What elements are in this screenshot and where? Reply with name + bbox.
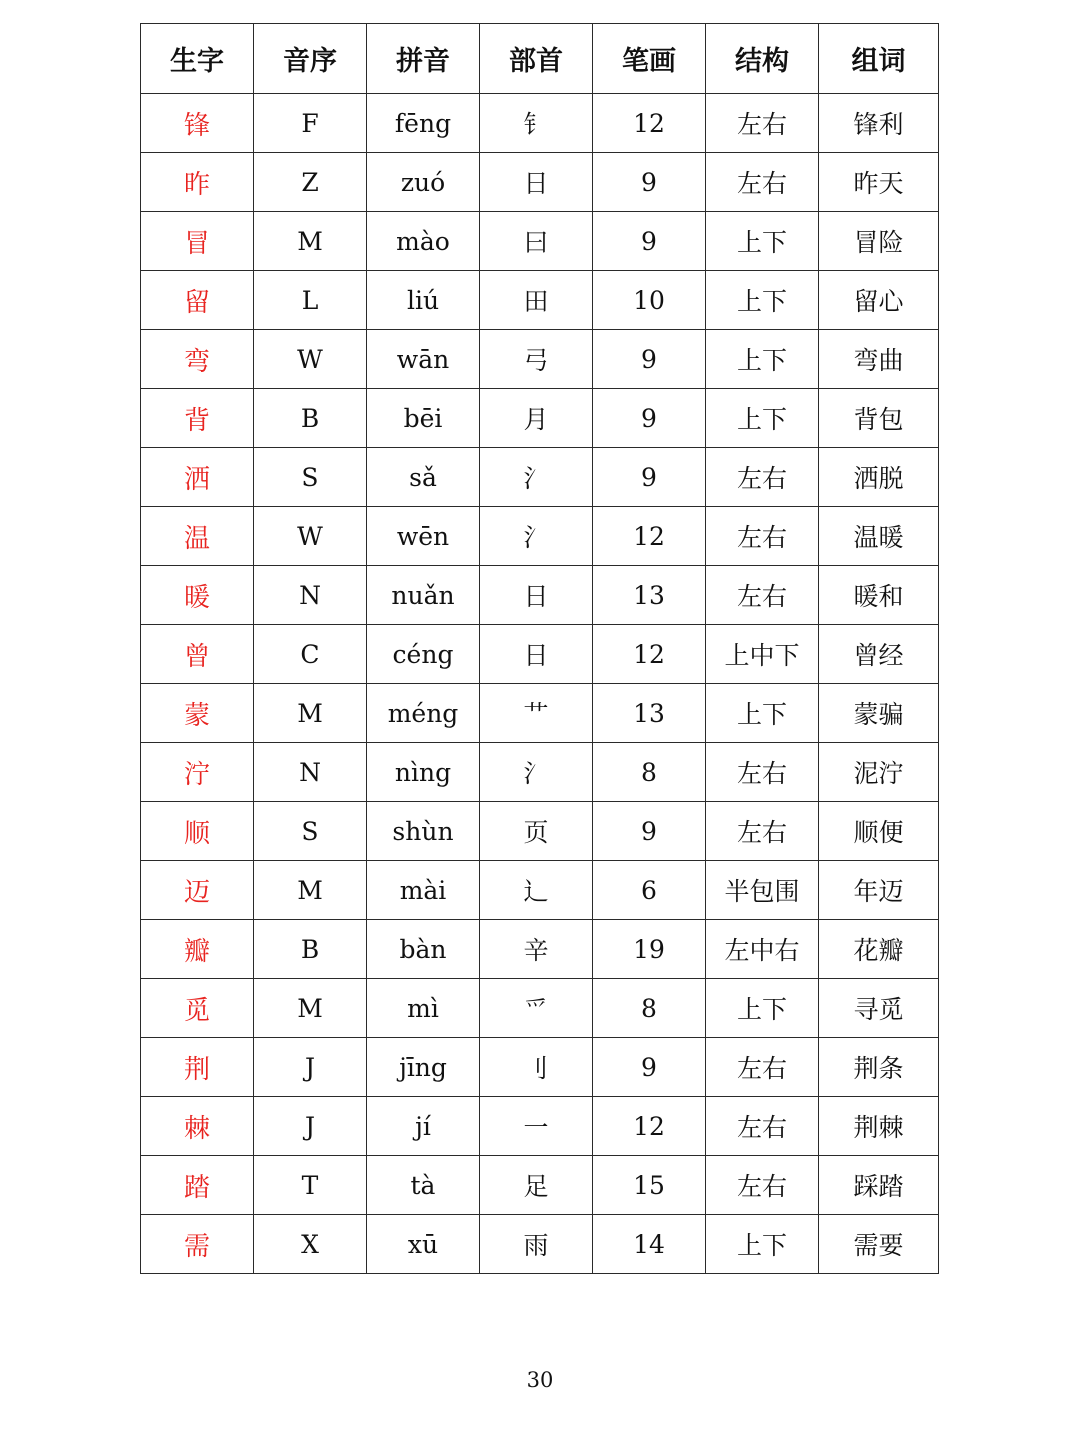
- cell-radical: 月: [480, 389, 593, 448]
- cell-radical: 日: [480, 566, 593, 625]
- cell-radical: 足: [480, 1156, 593, 1215]
- cell-pinyin: mài: [367, 861, 480, 920]
- cell-word: 弯曲: [819, 330, 939, 389]
- cell-structure: 左右: [706, 94, 819, 153]
- cell-pinyin: wān: [367, 330, 480, 389]
- cell-pinyin: mì: [367, 979, 480, 1038]
- cell-word: 洒脱: [819, 448, 939, 507]
- cell-initial: N: [254, 743, 367, 802]
- cell-word: 留心: [819, 271, 939, 330]
- cell-pinyin: tà: [367, 1156, 480, 1215]
- cell-pinyin: zuó: [367, 153, 480, 212]
- cell-strokes: 14: [593, 1215, 706, 1274]
- cell-word: 年迈: [819, 861, 939, 920]
- cell-structure: 上下: [706, 979, 819, 1038]
- cell-word: 荆条: [819, 1038, 939, 1097]
- cell-word: 泥泞: [819, 743, 939, 802]
- cell-char: 泞: [141, 743, 254, 802]
- cell-pinyin: nuǎn: [367, 566, 480, 625]
- cell-char: 洒: [141, 448, 254, 507]
- cell-char: 曾: [141, 625, 254, 684]
- cell-pinyin: liú: [367, 271, 480, 330]
- header-pinyin: 拼音: [367, 24, 480, 94]
- cell-strokes: 8: [593, 979, 706, 1038]
- cell-pinyin: sǎ: [367, 448, 480, 507]
- cell-pinyin: fēng: [367, 94, 480, 153]
- cell-initial: M: [254, 684, 367, 743]
- cell-char: 蒙: [141, 684, 254, 743]
- cell-char: 弯: [141, 330, 254, 389]
- cell-radical: 氵: [480, 507, 593, 566]
- cell-pinyin: bēi: [367, 389, 480, 448]
- cell-strokes: 13: [593, 566, 706, 625]
- cell-pinyin: shùn: [367, 802, 480, 861]
- cell-strokes: 9: [593, 389, 706, 448]
- cell-strokes: 8: [593, 743, 706, 802]
- cell-char: 温: [141, 507, 254, 566]
- cell-radical: 曰: [480, 212, 593, 271]
- cell-pinyin: wēn: [367, 507, 480, 566]
- table-row: [141, 271, 939, 330]
- cell-radical: 爫: [480, 979, 593, 1038]
- cell-structure: 上下: [706, 684, 819, 743]
- cell-initial: S: [254, 448, 367, 507]
- cell-structure: 左右: [706, 1156, 819, 1215]
- cell-strokes: 12: [593, 507, 706, 566]
- cell-word: 冒险: [819, 212, 939, 271]
- table-row: [141, 153, 939, 212]
- cell-word: 曾经: [819, 625, 939, 684]
- cell-char: 昨: [141, 153, 254, 212]
- cell-initial: Z: [254, 153, 367, 212]
- cell-structure: 上下: [706, 212, 819, 271]
- cell-initial: F: [254, 94, 367, 153]
- cell-strokes: 12: [593, 94, 706, 153]
- cell-strokes: 10: [593, 271, 706, 330]
- cell-initial: M: [254, 861, 367, 920]
- table-row: [141, 684, 939, 743]
- cell-word: 温暖: [819, 507, 939, 566]
- table-row: [141, 743, 939, 802]
- cell-initial: S: [254, 802, 367, 861]
- cell-pinyin: jí: [367, 1097, 480, 1156]
- table-row: [141, 861, 939, 920]
- cell-structure: 上下: [706, 389, 819, 448]
- cell-radical: 日: [480, 625, 593, 684]
- cell-initial: M: [254, 979, 367, 1038]
- cell-char: 瓣: [141, 920, 254, 979]
- table-row: [141, 979, 939, 1038]
- cell-pinyin: céng: [367, 625, 480, 684]
- table-row: [141, 448, 939, 507]
- cell-initial: X: [254, 1215, 367, 1274]
- cell-radical: 一: [480, 1097, 593, 1156]
- cell-structure: 上下: [706, 1215, 819, 1274]
- cell-strokes: 15: [593, 1156, 706, 1215]
- cell-word: 背包: [819, 389, 939, 448]
- cell-pinyin: bàn: [367, 920, 480, 979]
- cell-strokes: 9: [593, 212, 706, 271]
- cell-initial: T: [254, 1156, 367, 1215]
- cell-structure: 左右: [706, 507, 819, 566]
- table-row: [141, 1156, 939, 1215]
- cell-structure: 左右: [706, 1038, 819, 1097]
- cell-word: 暖和: [819, 566, 939, 625]
- cell-char: 冒: [141, 212, 254, 271]
- header-char: 生字: [141, 24, 254, 94]
- table-row: [141, 330, 939, 389]
- table-row: [141, 389, 939, 448]
- header-row: [141, 24, 939, 94]
- cell-strokes: 9: [593, 1038, 706, 1097]
- cell-char: 留: [141, 271, 254, 330]
- cell-pinyin: xū: [367, 1215, 480, 1274]
- cell-initial: W: [254, 330, 367, 389]
- cell-char: 棘: [141, 1097, 254, 1156]
- cell-char: 背: [141, 389, 254, 448]
- cell-strokes: 13: [593, 684, 706, 743]
- cell-initial: C: [254, 625, 367, 684]
- cell-word: 顺便: [819, 802, 939, 861]
- cell-strokes: 9: [593, 802, 706, 861]
- cell-initial: W: [254, 507, 367, 566]
- cell-char: 踏: [141, 1156, 254, 1215]
- table-header: [141, 24, 939, 94]
- cell-word: 荆棘: [819, 1097, 939, 1156]
- header-strokes: 笔画: [593, 24, 706, 94]
- table-row: [141, 802, 939, 861]
- table-row: [141, 212, 939, 271]
- character-table: [140, 23, 939, 1274]
- table-row: [141, 920, 939, 979]
- cell-radical: 雨: [480, 1215, 593, 1274]
- cell-radical: 田: [480, 271, 593, 330]
- cell-strokes: 9: [593, 448, 706, 507]
- table-row: [141, 507, 939, 566]
- cell-radical: 弓: [480, 330, 593, 389]
- table-row: [141, 1097, 939, 1156]
- cell-radical: 氵: [480, 448, 593, 507]
- cell-word: 蒙骗: [819, 684, 939, 743]
- cell-char: 顺: [141, 802, 254, 861]
- cell-word: 昨天: [819, 153, 939, 212]
- cell-initial: B: [254, 920, 367, 979]
- cell-char: 觅: [141, 979, 254, 1038]
- cell-structure: 左右: [706, 448, 819, 507]
- header-radical: 部首: [480, 24, 593, 94]
- cell-char: 需: [141, 1215, 254, 1274]
- cell-structure: 左右: [706, 153, 819, 212]
- cell-initial: J: [254, 1097, 367, 1156]
- table-row: [141, 566, 939, 625]
- cell-structure: 上中下: [706, 625, 819, 684]
- cell-structure: 左中右: [706, 920, 819, 979]
- cell-initial: B: [254, 389, 367, 448]
- page-number: 30: [526, 1368, 554, 1392]
- cell-initial: M: [254, 212, 367, 271]
- cell-radical: 页: [480, 802, 593, 861]
- cell-pinyin: nìng: [367, 743, 480, 802]
- cell-strokes: 6: [593, 861, 706, 920]
- table-row: [141, 625, 939, 684]
- cell-radical: 辶: [480, 861, 593, 920]
- table-row: [141, 1038, 939, 1097]
- cell-structure: 左右: [706, 743, 819, 802]
- cell-initial: L: [254, 271, 367, 330]
- cell-structure: 上下: [706, 330, 819, 389]
- table-row: [141, 94, 939, 153]
- cell-radical: 辛: [480, 920, 593, 979]
- cell-char: 荆: [141, 1038, 254, 1097]
- cell-strokes: 12: [593, 1097, 706, 1156]
- table-body: [141, 94, 939, 1274]
- cell-word: 寻觅: [819, 979, 939, 1038]
- cell-char: 锋: [141, 94, 254, 153]
- cell-radical: 钅: [480, 94, 593, 153]
- cell-structure: 左右: [706, 802, 819, 861]
- cell-structure: 左右: [706, 566, 819, 625]
- cell-pinyin: mào: [367, 212, 480, 271]
- cell-char: 迈: [141, 861, 254, 920]
- cell-initial: J: [254, 1038, 367, 1097]
- cell-radical: 艹: [480, 684, 593, 743]
- cell-strokes: 9: [593, 153, 706, 212]
- cell-word: 锋利: [819, 94, 939, 153]
- cell-radical: 刂: [480, 1038, 593, 1097]
- cell-word: 花瓣: [819, 920, 939, 979]
- cell-structure: 上下: [706, 271, 819, 330]
- cell-pinyin: jīng: [367, 1038, 480, 1097]
- table-row: [141, 1215, 939, 1274]
- header-initial: 音序: [254, 24, 367, 94]
- cell-radical: 氵: [480, 743, 593, 802]
- cell-strokes: 9: [593, 330, 706, 389]
- cell-word: 踩踏: [819, 1156, 939, 1215]
- cell-strokes: 19: [593, 920, 706, 979]
- cell-strokes: 12: [593, 625, 706, 684]
- cell-structure: 半包围: [706, 861, 819, 920]
- cell-radical: 日: [480, 153, 593, 212]
- cell-word: 需要: [819, 1215, 939, 1274]
- cell-initial: N: [254, 566, 367, 625]
- header-structure: 结构: [706, 24, 819, 94]
- cell-char: 暖: [141, 566, 254, 625]
- header-word: 组词: [819, 24, 939, 94]
- cell-pinyin: méng: [367, 684, 480, 743]
- cell-structure: 左右: [706, 1097, 819, 1156]
